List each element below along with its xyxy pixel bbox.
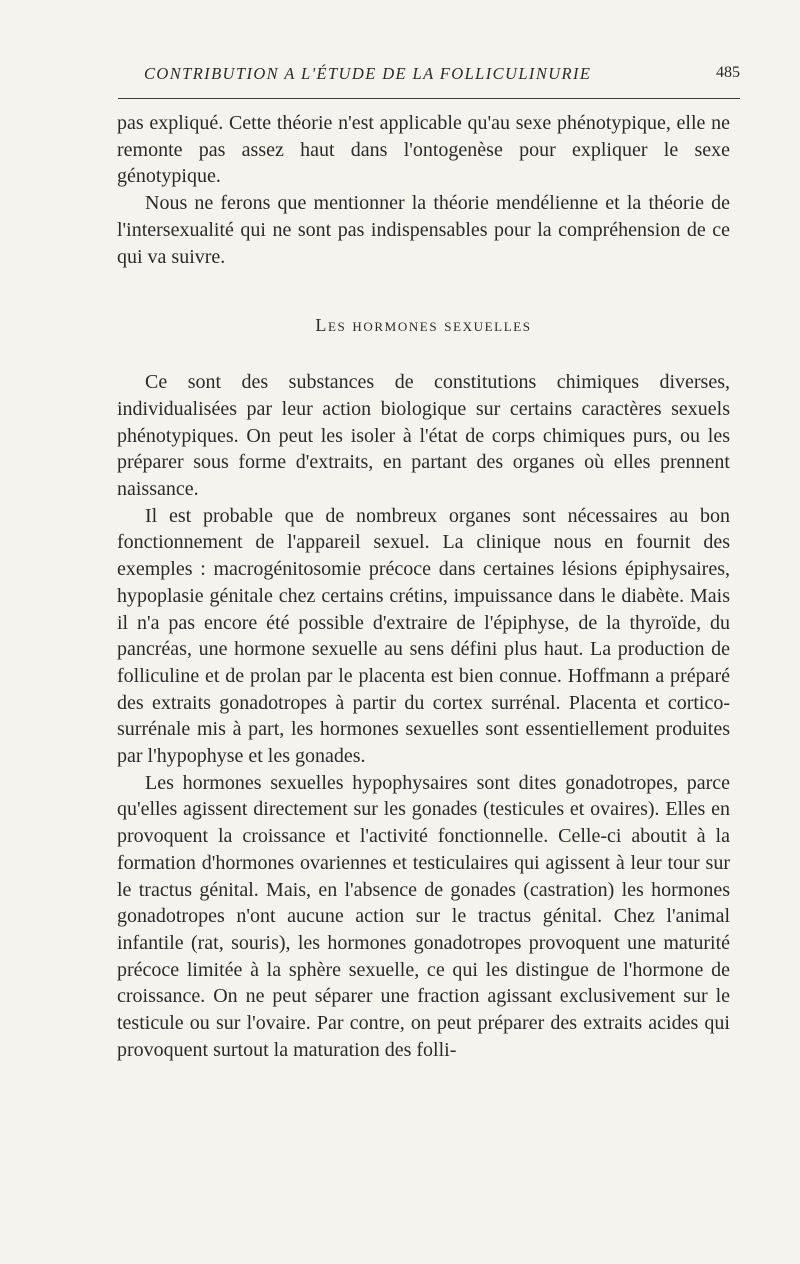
section-heading: Les hormones sexuelles xyxy=(315,315,532,336)
running-header xyxy=(118,64,740,94)
paragraph: Les hormones sexuelles hypophysaires sont dites gonadotropes, parce qu'elles agissent directement sur les gonades (testicules et ovaires). Elles en provoquent la croissance et l'activité fonctionnelle. Celle-ci aboutit à la formation d'hormones ovariennes et testiculaires qui agissent à leur tour sur le tractus génital. Mais, en l'absence de gonades (castration) les hormones gonadotropes n'ont aucune action sur le tractus génital. Chez l'animal infantile (rat, souris), les hormones gonadotropes provoquent une maturité précoce limitée à la sphère sexuelle, ce qui les distingue de l'hormone de croissance. On ne peut séparer une fraction agissant exclusivement sur le testicule ou sur l'ovaire. Par contre, on peut préparer des extraits acides qui provoquent surtout la maturation des folli- xyxy=(117,771,730,1061)
paragraph: Nous ne ferons que mentionner la théorie mendélienne et la théorie de l'intersexualité qui ne sont pas indispensables pour la compréhension de ce qui va suivre. xyxy=(117,192,730,268)
page-number: 485 xyxy=(716,64,740,81)
running-title: CONTRIBUTION A L'ÉTUDE DE LA FOLLICULINURIE xyxy=(144,64,592,83)
paragraph: Ce sont des substances de constitutions chimiques diverses, individualisées par leur action biologique sur certains caractères sexuels phénotypiques. On peut les isoler à l'état de corps chimiques purs, ou les préparer sous forme d'extraits, en partant des organes où elles prennent naissance. xyxy=(117,371,730,501)
paragraph: pas expliqué. Cette théorie n'est applicable qu'au sexe phénotypique, elle ne remonte pas assez haut dans l'ontogenèse pour expliquer le sexe génotypique. xyxy=(117,112,730,188)
body-text xyxy=(117,110,730,1064)
header-rule xyxy=(118,98,740,99)
paragraph: Il est probable que de nombreux organes sont nécessaires au bon fonctionnement de l'appareil sexuel. La clinique nous en fournit des exemples : macrogénitosomie précoce dans certaines lésions épiphysaires, hypoplasie génitale chez certains crétins, impuissance dans le diabète. Mais il n'a pas encore été possible d'extraire de l'épiphyse, de la thyroïde, du pancréas, une hormone sexuelle au sens défini plus haut. La production de folliculine et de prolan par le placenta est bien connue. Hoffmann a préparé des extraits gonadotropes à partir du cortex surrénal. Placenta et cortico-surrénale mis à part, les hormones sexuelles sont essentiellement produites par l'hypophyse et les gonades. xyxy=(117,504,730,768)
